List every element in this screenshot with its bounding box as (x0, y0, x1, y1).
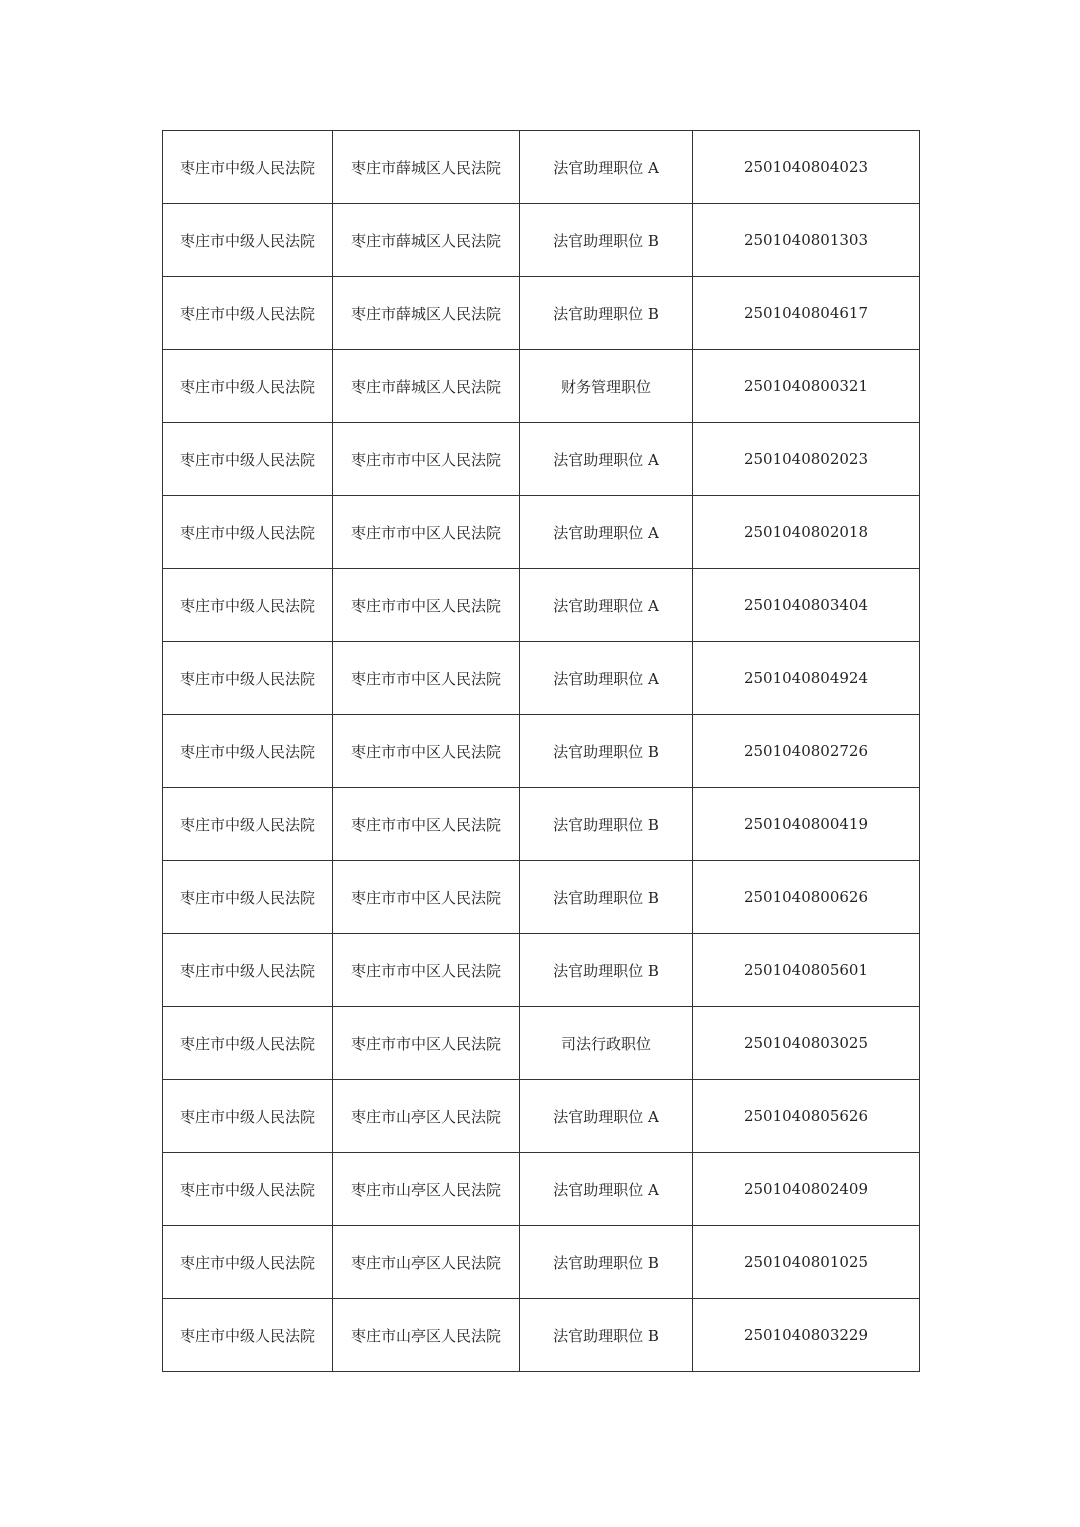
table-row (163, 496, 920, 569)
position-cell: 法官助理职位 A (520, 569, 693, 642)
exam-number-cell: 2501040802726 (693, 715, 920, 788)
court-cell: 枣庄市中级人民法院 (163, 642, 333, 715)
candidate-table (162, 130, 920, 1372)
table-row (163, 1007, 920, 1080)
position-cell: 法官助理职位 B (520, 715, 693, 788)
court-cell: 枣庄市中级人民法院 (163, 1080, 333, 1153)
position-cell: 法官助理职位 A (520, 642, 693, 715)
court-cell: 枣庄市中级人民法院 (163, 1226, 333, 1299)
district-court-cell: 枣庄市市中区人民法院 (333, 788, 520, 861)
exam-number-cell: 2501040805601 (693, 934, 920, 1007)
position-cell: 财务管理职位 (520, 350, 693, 423)
position-cell: 法官助理职位 B (520, 277, 693, 350)
court-cell: 枣庄市中级人民法院 (163, 1299, 333, 1372)
position-cell: 法官助理职位 B (520, 788, 693, 861)
district-court-cell: 枣庄市山亭区人民法院 (333, 1226, 520, 1299)
district-court-cell: 枣庄市市中区人民法院 (333, 934, 520, 1007)
district-court-cell: 枣庄市市中区人民法院 (333, 569, 520, 642)
position-cell: 法官助理职位 B (520, 1299, 693, 1372)
table-row (163, 350, 920, 423)
table-row (163, 423, 920, 496)
exam-number-cell: 2501040802409 (693, 1153, 920, 1226)
position-cell: 司法行政职位 (520, 1007, 693, 1080)
court-cell: 枣庄市中级人民法院 (163, 496, 333, 569)
table-row (163, 131, 920, 204)
table-row (163, 569, 920, 642)
table-row (163, 1226, 920, 1299)
exam-number-cell: 2501040803404 (693, 569, 920, 642)
court-cell: 枣庄市中级人民法院 (163, 131, 333, 204)
court-cell: 枣庄市中级人民法院 (163, 934, 333, 1007)
exam-number-cell: 2501040805626 (693, 1080, 920, 1153)
exam-number-cell: 2501040803025 (693, 1007, 920, 1080)
district-court-cell: 枣庄市市中区人民法院 (333, 1007, 520, 1080)
candidate-table-body (163, 131, 920, 1372)
table-row (163, 1080, 920, 1153)
court-cell: 枣庄市中级人民法院 (163, 788, 333, 861)
exam-number-cell: 2501040804924 (693, 642, 920, 715)
table-row (163, 861, 920, 934)
district-court-cell: 枣庄市市中区人民法院 (333, 496, 520, 569)
district-court-cell: 枣庄市薛城区人民法院 (333, 350, 520, 423)
district-court-cell: 枣庄市薛城区人民法院 (333, 277, 520, 350)
district-court-cell: 枣庄市山亭区人民法院 (333, 1153, 520, 1226)
table-row (163, 1299, 920, 1372)
court-cell: 枣庄市中级人民法院 (163, 569, 333, 642)
table-row (163, 204, 920, 277)
court-cell: 枣庄市中级人民法院 (163, 715, 333, 788)
exam-number-cell: 2501040801025 (693, 1226, 920, 1299)
position-cell: 法官助理职位 A (520, 1080, 693, 1153)
exam-number-cell: 2501040802023 (693, 423, 920, 496)
court-cell: 枣庄市中级人民法院 (163, 1007, 333, 1080)
exam-number-cell: 2501040804023 (693, 131, 920, 204)
district-court-cell: 枣庄市市中区人民法院 (333, 423, 520, 496)
table-row (163, 1153, 920, 1226)
exam-number-cell: 2501040801303 (693, 204, 920, 277)
district-court-cell: 枣庄市市中区人民法院 (333, 715, 520, 788)
table-row (163, 788, 920, 861)
district-court-cell: 枣庄市薛城区人民法院 (333, 204, 520, 277)
position-cell: 法官助理职位 B (520, 204, 693, 277)
exam-number-cell: 2501040803229 (693, 1299, 920, 1372)
position-cell: 法官助理职位 A (520, 496, 693, 569)
position-cell: 法官助理职位 A (520, 423, 693, 496)
court-cell: 枣庄市中级人民法院 (163, 277, 333, 350)
position-cell: 法官助理职位 B (520, 861, 693, 934)
district-court-cell: 枣庄市薛城区人民法院 (333, 131, 520, 204)
exam-number-cell: 2501040804617 (693, 277, 920, 350)
position-cell: 法官助理职位 B (520, 934, 693, 1007)
position-cell: 法官助理职位 A (520, 131, 693, 204)
court-cell: 枣庄市中级人民法院 (163, 861, 333, 934)
court-cell: 枣庄市中级人民法院 (163, 1153, 333, 1226)
table-row (163, 934, 920, 1007)
district-court-cell: 枣庄市市中区人民法院 (333, 642, 520, 715)
exam-number-cell: 2501040800626 (693, 861, 920, 934)
position-cell: 法官助理职位 B (520, 1226, 693, 1299)
court-cell: 枣庄市中级人民法院 (163, 423, 333, 496)
district-court-cell: 枣庄市山亭区人民法院 (333, 1299, 520, 1372)
table-row (163, 715, 920, 788)
district-court-cell: 枣庄市山亭区人民法院 (333, 1080, 520, 1153)
table-row (163, 277, 920, 350)
exam-number-cell: 2501040802018 (693, 496, 920, 569)
table-row (163, 642, 920, 715)
district-court-cell: 枣庄市市中区人民法院 (333, 861, 520, 934)
exam-number-cell: 2501040800321 (693, 350, 920, 423)
position-cell: 法官助理职位 A (520, 1153, 693, 1226)
court-cell: 枣庄市中级人民法院 (163, 204, 333, 277)
exam-number-cell: 2501040800419 (693, 788, 920, 861)
court-cell: 枣庄市中级人民法院 (163, 350, 333, 423)
